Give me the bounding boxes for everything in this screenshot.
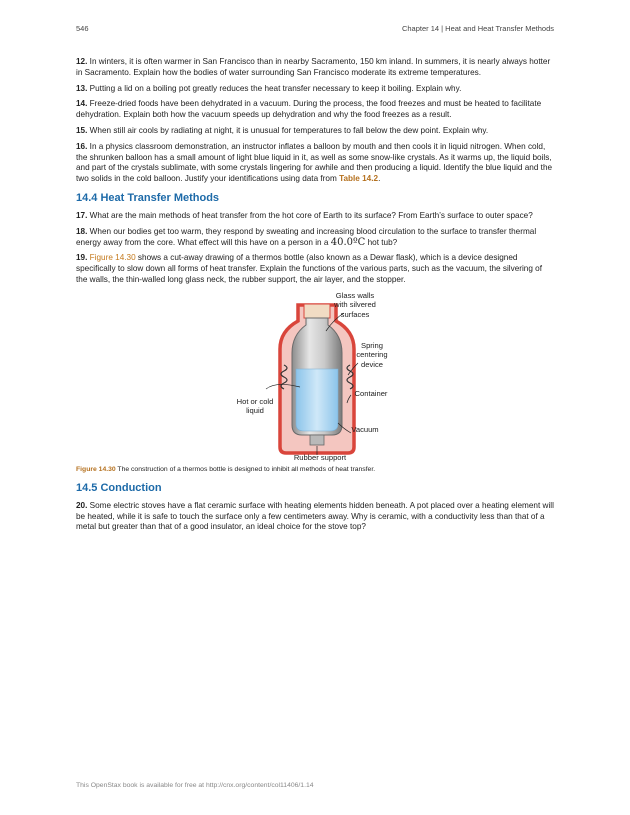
question-19: 19. Figure 14.30 shows a cut-away drawing of a thermos bottle (also known as a Dewar flask), which is a device designed specifically to slow down all forms of heat transfer. Explain the functions of the various parts, such as the vacuum, the silvering of the walls, the thin-walled long glass neck, the rubber support, the air layer, and the stopper.: [76, 253, 543, 284]
question-18: 18. When our bodies get too warm, they respond by sweating and increasing blood circulation to the surface to transfer thermal energy away from the core. What effect will this have on a person in a 40.0ºC hot tub?: [76, 226, 537, 248]
page-number: 546: [76, 24, 89, 33]
page-content: [76, 57, 555, 538]
section-heading-14-4: 14.4 Heat Transfer Methods: [76, 191, 220, 204]
chapter-title: Chapter 14 | Heat and Heat Transfer Methods: [401, 24, 554, 33]
page-header: [76, 24, 554, 36]
section-heading-14-5: 14.5 Conduction: [76, 481, 162, 494]
question-13: 13. Putting a lid on a boiling pot greatly reduces the heat transfer necessary to keep it boiling. Explain why.: [76, 83, 462, 93]
thermos-diagram: [76, 291, 555, 461]
liquid: [296, 369, 338, 431]
figure-link[interactable]: Figure 14.30: [89, 253, 136, 263]
rubber-support: [310, 435, 324, 445]
label-spring: Spring centering device: [356, 340, 388, 369]
label-container: Container: [354, 388, 388, 398]
label-glass-walls: Glass walls with silvered surfaces: [334, 290, 376, 319]
caption-text: The construction of a thermos bottle is designed to inhibit all methods of heat transfer.: [115, 465, 376, 473]
stopper: [304, 304, 330, 318]
label-rubber-support: Rubber support: [293, 452, 347, 462]
thermos-figure: [76, 291, 555, 461]
figure-caption: [76, 465, 555, 474]
question-15: 15. When still air cools by radiating at night, it is unusual for temperatures to fall below the dew point. Explain why.: [76, 125, 489, 135]
label-hot-cold-liquid: Hot or cold liquid: [236, 396, 274, 416]
question-12: 12. In winters, it is often warmer in San Francisco than in nearby Sacramento, 150 km inland. In summers, it is nearly always hotter in Sacramento. Explain how the bodies of water surrounding San Francisco moderate its extreme temperatures.: [76, 57, 551, 77]
table-link[interactable]: Table 14.2: [339, 174, 379, 184]
label-vacuum: Vacuum: [351, 424, 379, 434]
page-footer: This OpenStax book is available for free at http://cnx.org/content/col11406/1.14: [76, 782, 314, 789]
question-14: 14. Freeze-dried foods have been dehydrated in a vacuum. During the process, the food freezes and must be heated to facilitate dehydration. Explain both how the vacuum speeds up dehydration and why the food freezes as a result.: [76, 99, 542, 120]
caption-label: Figure 14.30: [76, 465, 116, 473]
question-20: 20. Some electric stoves have a flat ceramic surface with heating elements hidden beneath. A pot placed over a heating element will be heated, while it is safe to touch the surface only a few centimeters away. Why is ceramic, with a conductivity less than that of a metal but greater than that of a good insulator, an ideal choice for the stove top?: [76, 500, 554, 532]
question-16: 16. In a physics classroom demonstration, an instructor inflates a balloon by mouth and then cools it in liquid nitrogen. When cold, the shrunken balloon has a small amount of light blue liquid in it, as well as some snow-like crystals. As it warms up, the liquid boils, and part of the crystals sublimate, with some crystals lingering for awhile and then producing a liquid. Identify the blue liquid and the two solids in the cold balloon. Justify your identifications using data from Table 14.2.: [76, 141, 553, 184]
temperature-value: 40.0ºC: [330, 236, 366, 248]
question-17: 17. What are the main methods of heat transfer from the hot core of Earth to its surface? From Earth’s surface to outer space?: [76, 210, 533, 220]
